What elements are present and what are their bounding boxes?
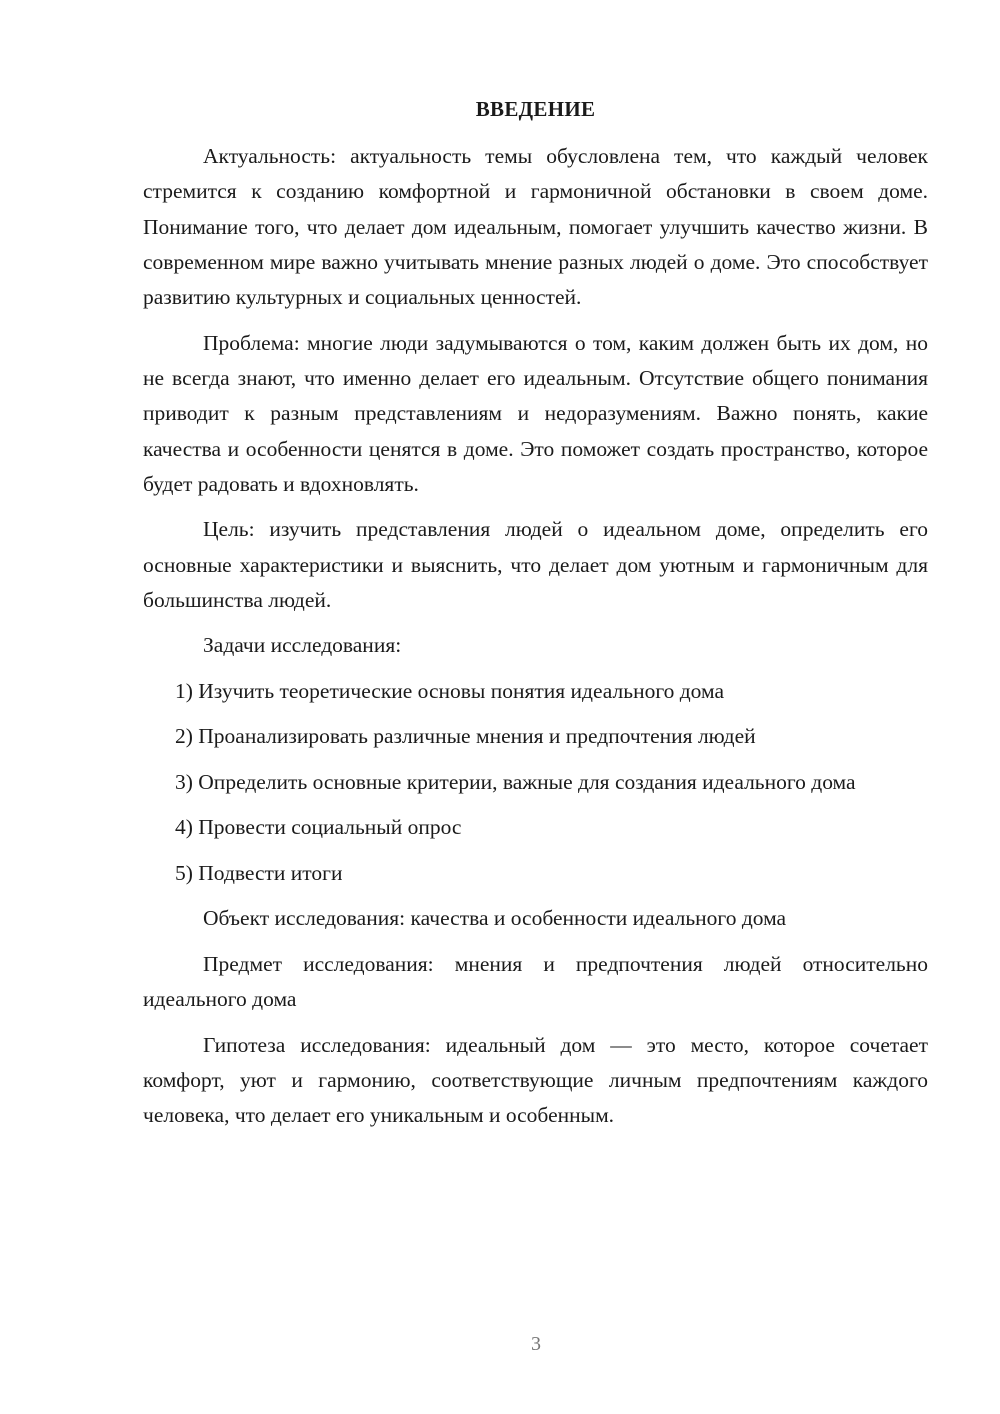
paragraph-tasks-heading: Задачи исследования: [203, 633, 402, 658]
task-item-5: 5) Подвести итоги [175, 860, 343, 885]
paragraph-relevance: Актуальность: актуальность темы обусловлена тем, что каждый человек стремится к созданию комфортной и гармоничной обстановки в своем доме. Понимание того, что делает дом идеальным, помогает улучшить качество жизни. В современном мире важно учитывать мнение разных людей о доме. Это способствует развитию культурных и социальных ценностей. [143, 144, 928, 310]
paragraph-subject: Предмет исследования: мнения и предпочтения людей относительно идеального дома [143, 951, 928, 1012]
task-item-1: 1) Изучить теоретические основы понятия идеального дома [175, 678, 725, 703]
task-item-2: 2) Проанализировать различные мнения и предпочтения людей [175, 724, 756, 749]
paragraph-problem: Проблема: многие люди задумываются о том, каким должен быть их дом, но не всегда знают, что именно делает его идеальным. Отсутствие общего понимания приводит к разным представлениям и недоразумениям. Важно понять, какие качества и особенности ценятся в доме. Это поможет создать пространство, которое будет радовать и вдохновлять. [143, 330, 928, 496]
paragraph-object: Объект исследования: качества и особенности идеального дома [203, 906, 787, 931]
task-item-3: 3) Определить основные критерии, важные для создания идеального дома [175, 769, 856, 794]
paragraph-hypothesis: Гипотеза исследования: идеальный дом — это место, которое сочетает комфорт, уют и гармонию, соответствующие личным предпочтениям каждого человека, что делает его уникальным и особенным. [143, 1032, 928, 1128]
page-number: 3 [531, 1333, 541, 1355]
task-item-4: 4) Провести социальный опрос [175, 815, 462, 840]
paragraph-goal: Цель: изучить представления людей о идеальном доме, определить его основные характеристики и выяснить, что делает дом уютным и гармоничным для большинства людей. [143, 517, 928, 612]
section-title: ВВЕДЕНИЕ [475, 97, 596, 121]
document-page [143, 92, 928, 1144]
